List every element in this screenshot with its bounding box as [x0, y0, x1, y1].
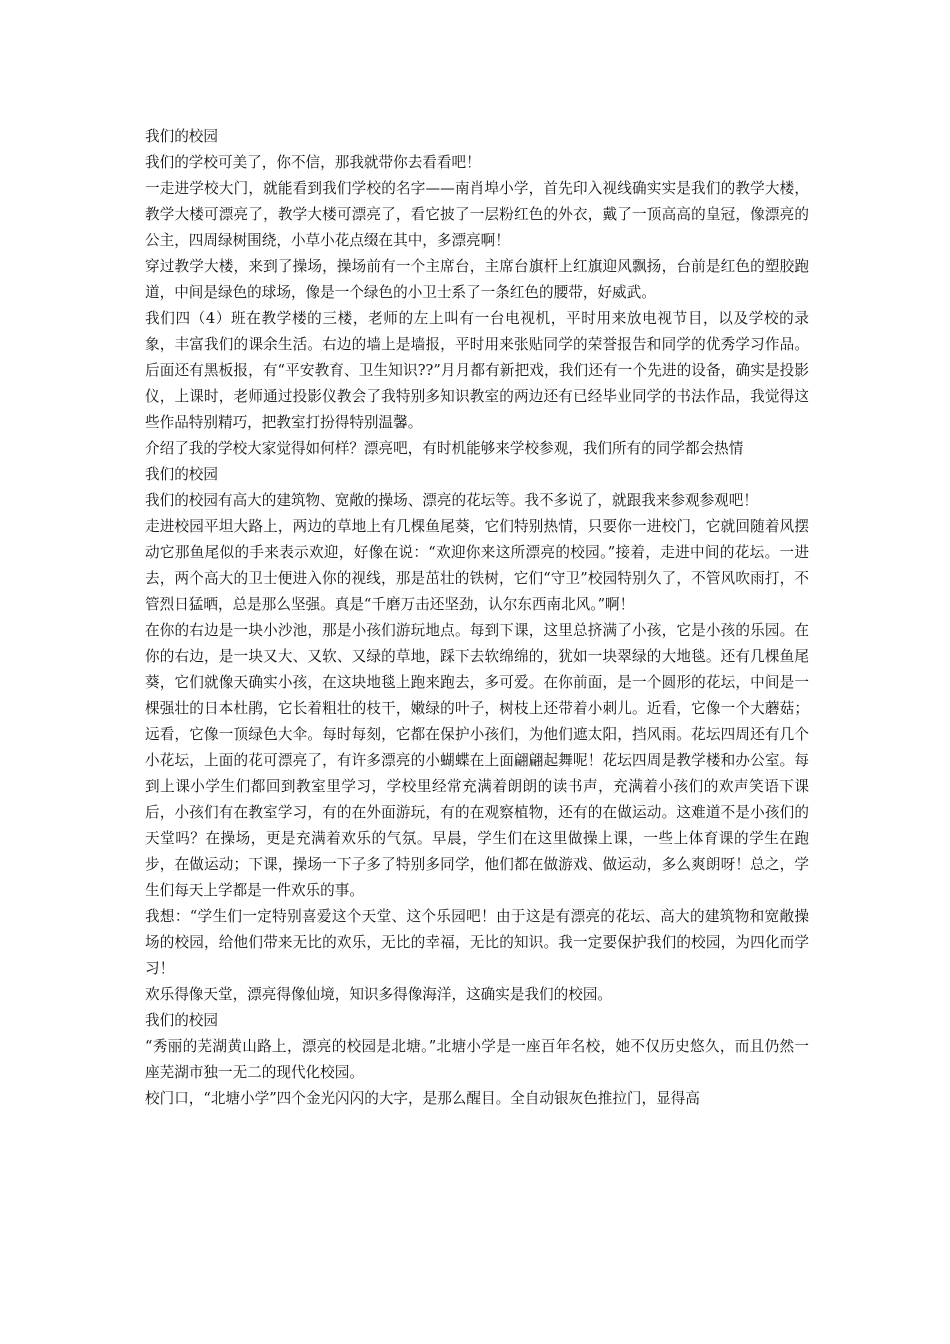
paragraph: 校门口，“北塘小学”四个金光闪闪的大字，是那么醒目。全自动银灰色推拉门，显得高 [145, 1090, 700, 1107]
paragraph: 我们的学校可美了，你不信，那我就带你去看看吧！ [145, 154, 481, 171]
document-body [145, 124, 809, 1112]
paragraph: 我想：“学生们一定特别喜爱这个天堂、这个乐园吧！由于这是有漂亮的花坛、高大的建筑物和宽敞操场的校园，给他们带来无比的欢乐，无比的幸福，无比的知识。我一定要保护我们的校园，为四化而学习！ [145, 908, 809, 977]
paragraph: 欢乐得像天堂，漂亮得像仙境，知识多得像海洋，这确实是我们的校园。 [145, 986, 613, 1003]
paragraph: 介绍了我的学校大家觉得如何样？漂亮吧，有时机能够来学校参观，我们所有的同学都会热情 [145, 440, 744, 457]
paragraph: 穿过教学大楼，来到了操场，操场前有一个主席台，主席台旗杆上红旗迎风飘扬，台前是红色的塑胶跑道，中间是绿色的球场，像是一个绿色的小卫士系了一条红色的腰带，好威武。 [145, 258, 809, 301]
paragraph: 我们的校园有高大的建筑物、宽敞的操场、漂亮的花坛等。我不多说了，就跟我来参观参观吧！ [145, 492, 758, 509]
heading-our-campus-3: 我们的校园 [145, 1012, 218, 1029]
paragraph: 一走进学校大门，就能看到我们学校的名字——南肖埠小学，首先印入视线确实实是我们的教学大楼，教学大楼可漂亮了，教学大楼可漂亮了，看它披了一层粉红色的外衣，戴了一顶高高的皇冠，像漂亮的公主，四周绿树围绕，小草小花点缀在其中，多漂亮啊！ [145, 180, 809, 249]
paragraph: “秀丽的芜湖黄山路上，漂亮的校园是北塘。”北塘小学是一座百年名校，她不仅历史悠久，而且仍然一座芜湖市独一无二的现代化校园。 [145, 1038, 809, 1081]
paragraph: 我们四（4）班在教学楼的三楼，老师的左上叫有一台电视机，平时用来放电视节目，以及学校的录象，丰富我们的课余生活。右边的墙上是墙报，平时用来张贴同学的荣誉报告和同学的优秀学习作品。后面还有黑板报，有“平安教育、卫生知识??”月月都有新把戏，我们还有一个先进的设备，确实是投影仪，上课时，老师通过投影仪教会了我特别多知识教室的两边还有已经毕业同学的书法作品，我觉得这些作品特别精巧，把教室打扮得特别温馨。 [145, 310, 809, 431]
heading-our-campus-1: 我们的校园 [145, 128, 218, 145]
paragraph: 走进校园平坦大路上，两边的草地上有几棵鱼尾葵，它们特别热情，只要你一进校门，它就回随着风摆动它那鱼尾似的手来表示欢迎，好像在说：“欢迎你来这所漂亮的校园。”接着，走进中间的花坛。一进去，两个高大的卫士便进入你的视线，那是茁壮的铁树，它们“守卫”校园特别久了，不管风吹雨打，不管烈日猛晒，总是那么坚强。真是“千磨万击还坚劲，认尔东西南北风。”啊！ [145, 518, 809, 613]
heading-our-campus-2: 我们的校园 [145, 466, 218, 483]
paragraph: 在你的右边是一块小沙池，那是小孩们游玩地点。每到下课，这里总挤满了小孩，它是小孩的乐园。在你的右边，是一块又大、又软、又绿的草地，踩下去软绵绵的，犹如一块翠绿的大地毯。还有几棵鱼尾葵，它们就像天确实小孩，在这块地毯上跑来跑去，多可爱。在你前面，是一个圆形的花坛，中间是一棵强壮的日本杜鹃，它长着粗壮的枝干，嫩绿的叶子，树枝上还带着小刺儿。近看，它像一个大蘑菇；远看，它像一顶绿色大伞。每时每刻，它都在保护小孩们，为他们遮太阳，挡风雨。花坛四周还有几个小花坛，上面的花可漂亮了，有许多漂亮的小蝴蝶在上面翩翩起舞呢！花坛四周是教学楼和办公室。每到上课小学生们都回到教室里学习，学校里经常充满着朗朗的读书声，充满着小孩们的欢声笑语下课后，小孩们有在教室学习，有的在外面游玩，有的在观察植物，还有的在做运动。这难道不是小孩们的天堂吗？在操场，更是充满着欢乐的气氛。早晨，学生们在这里做操上课，一些上体育课的学生在跑步，在做运动；下课，操场一下子多了特别多同学，他们都在做游戏、做运动，多么爽朗呀！总之，学生们每天上学都是一件欢乐的事。 [145, 622, 809, 899]
